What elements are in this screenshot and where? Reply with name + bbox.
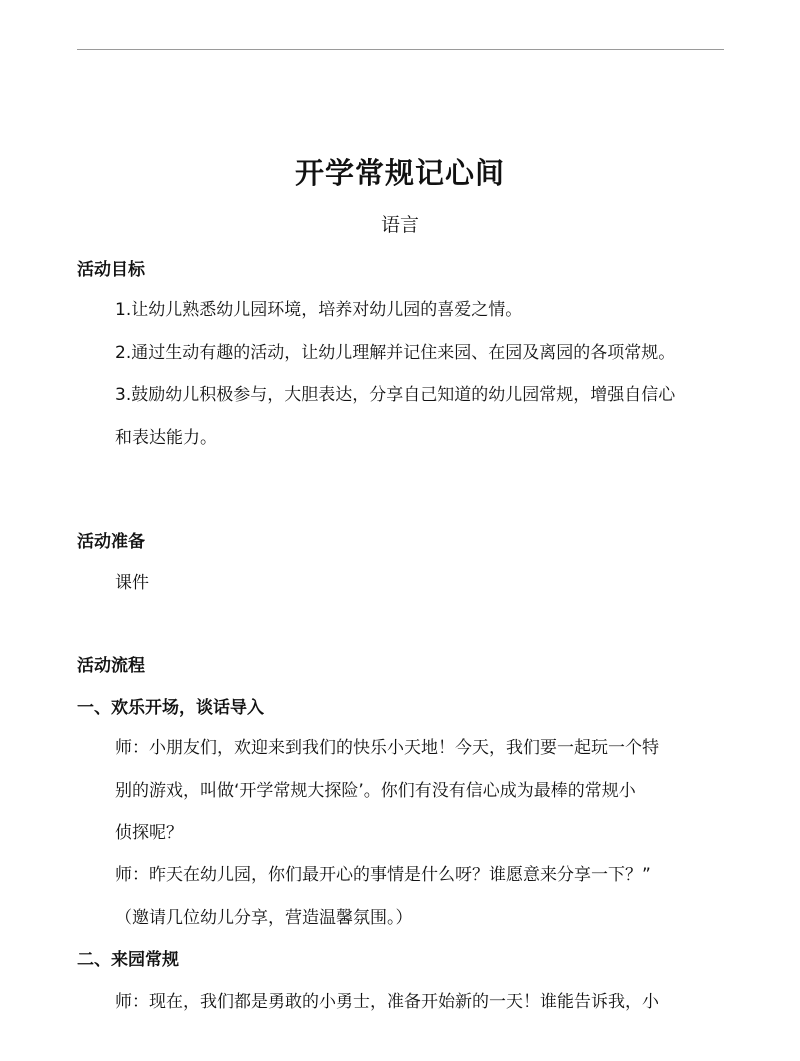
part1-line-3: 侦探呢？ [115, 823, 183, 843]
document-subject: 语言 [380, 214, 419, 236]
document-title: 开学常规记心间 [294, 156, 505, 190]
goal-item-3: 3.鼓励幼儿积极参与，大胆表达，分享自己知道的幼儿园常规，增强自信心 [115, 385, 676, 405]
goal-item-1: 1.让幼儿熟悉幼儿园环境，培养对幼儿园的喜爱之情。 [115, 300, 523, 320]
part1-line-1: 师：小朋友们，欢迎来到我们的快乐小天地！今天，我们要一起玩一个特 [115, 738, 659, 758]
goal-item-3-continued: 和表达能力。 [115, 428, 217, 448]
part1-line-4: 师：昨天在幼儿园，你们最开心的事情是什么呀？谁愿意来分享一下？” [115, 865, 651, 885]
preparation-heading: 活动准备 [77, 532, 145, 552]
process-heading: 活动流程 [77, 656, 145, 676]
part1-line-2: 别的游戏，叫做‘开学常规大探险’。你们有没有信心成为最棒的常规小 [115, 781, 636, 801]
part1-line-5: （邀请几位幼儿分享，营造温馨氛围。） [115, 908, 413, 928]
goals-heading: 活动目标 [77, 260, 145, 280]
part2-heading: 二、来园常规 [77, 950, 179, 970]
part1-heading: 一、欢乐开场，谈话导入 [77, 698, 264, 718]
top-divider [77, 49, 724, 50]
preparation-text: 课件 [115, 573, 149, 593]
part2-line-1: 师：现在，我们都是勇敢的小勇士，准备开始新的一天！谁能告诉我，小 [115, 992, 659, 1012]
goal-item-2: 2.通过生动有趣的活动，让幼儿理解并记住来园、在园及离园的各项常规。 [115, 343, 676, 363]
